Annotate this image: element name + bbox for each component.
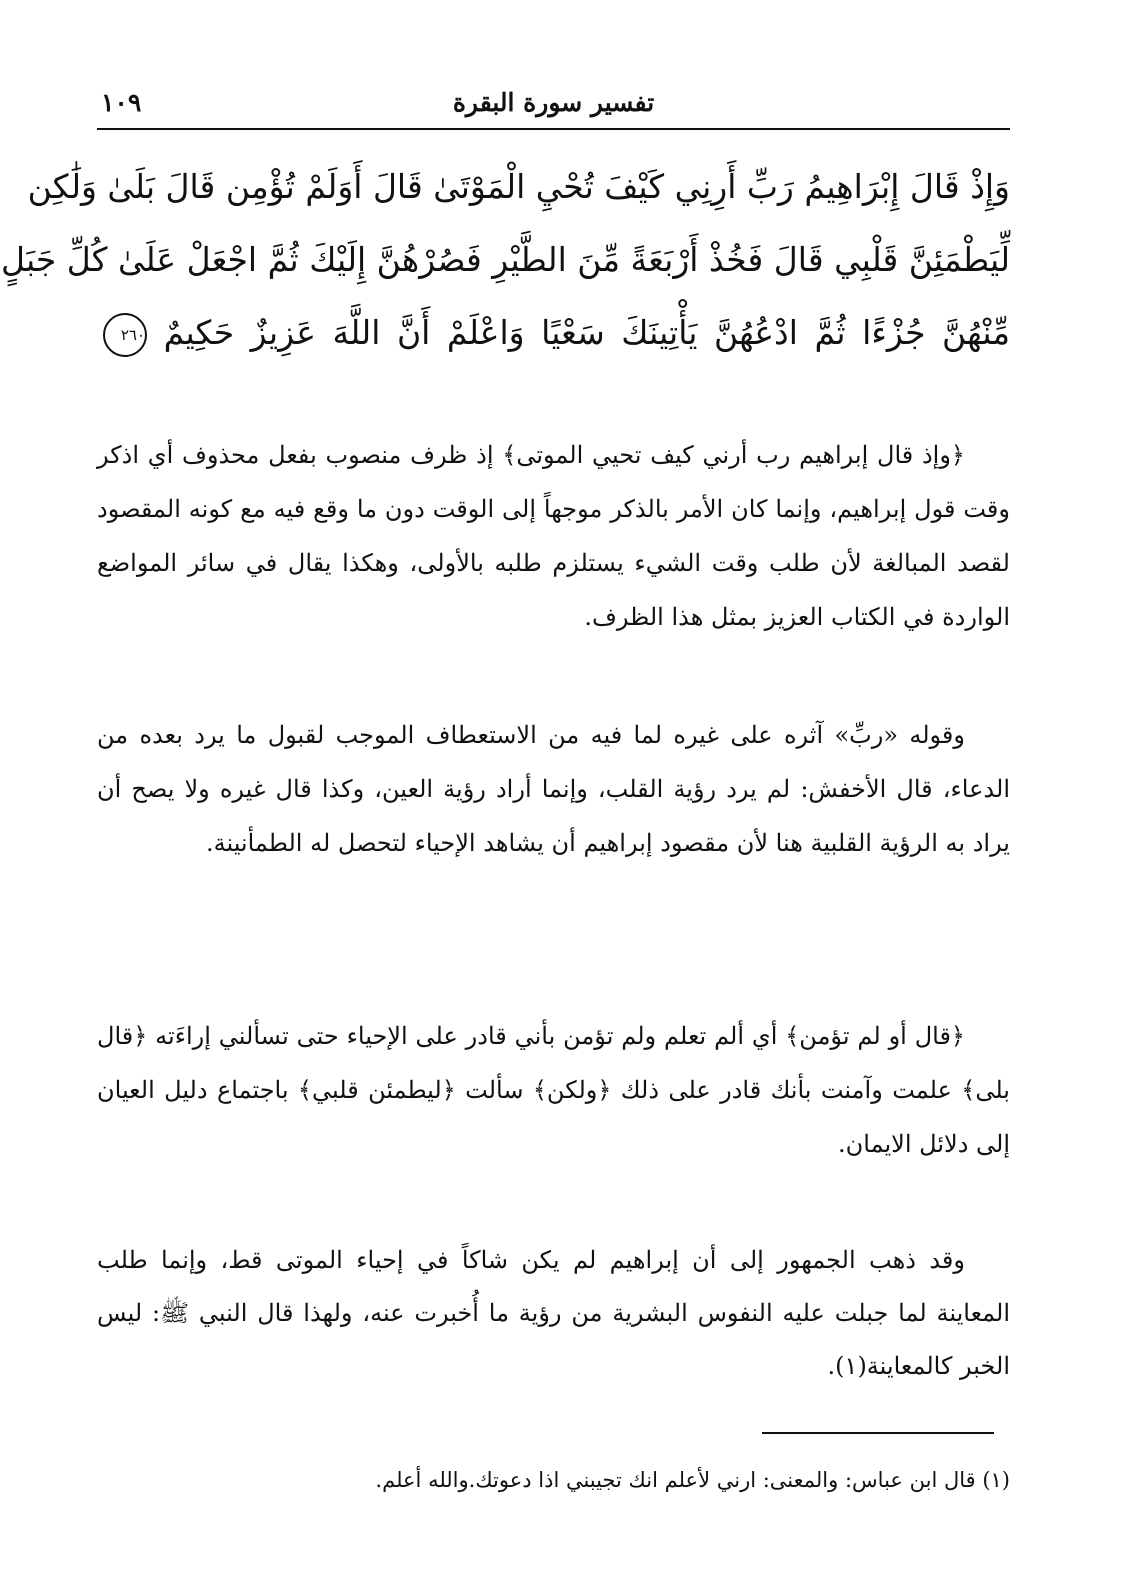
page-title: تفسير سورة البقرة — [452, 88, 655, 117]
commentary-paragraph: وقد ذهب الجمهور إلى أن إبراهيم لم يكن شاكاً في إحياء الموتى قط، وإنما طلب المعاينة لما جبلت عليه النفوس البشرية من رؤية ما أُخبرت عنه، ولهذا قال النبي ﷺ: ليس الخبر كالمعاينة(١). — [97, 1246, 1010, 1380]
commentary-paragraph: ﴿قال أو لم تؤمن﴾ أي ألم تعلم ولم تؤمن بأني قادر على الإحياء حتى تسألني إراءَته ﴿قال بلى﴾ علمت وآمنت بأنك قادر على ذلك ﴿ولكن﴾ سألت ﴿ليطمئن قلبي﴾ باجتماع دليل العيان إلى دلائل الايمان. — [97, 1022, 1010, 1158]
verse-line-last — [97, 296, 1010, 369]
verse-line-text: مِّنْهُنَّ جُزْءًا ثُمَّ ادْعُهُنَّ يَأْتِينَكَ سَعْيًا وَاعْلَمْ أَنَّ اللَّهَ عَزِيزٌ حَكِيمٌ — [163, 313, 1011, 352]
verse-line: لِّيَطْمَئِنَّ قَلْبِي قَالَ فَخُذْ أَرْبَعَةً مِّنَ الطَّيْرِ فَصُرْهُنَّ إِلَيْكَ ثُمَّ اجْعَلْ عَلَىٰ كُلِّ جَبَلٍ — [0, 240, 1010, 279]
commentary-paragraph: ﴿وإذ قال إبراهيم رب أرني كيف تحيي الموتى﴾ إذ ظرف منصوب بفعل محذوف أي اذكر وقت قول إبراهيم، وإنما كان الأمر بالذكر موجهاً إلى الوقت دون ما وقع فيه مع كونه المقصود لقصد المبالغة لأن طلب وقت الشيء يستلزم طلبه بالأولى، وهكذا يقال في سائر المواضع الواردة في الكتاب العزيز بمثل هذا الظرف. — [97, 441, 1010, 631]
footnote: (١) قال ابن عباس: والمعنى: ارني لأعلم انك تجيبني اذا دعوتك.والله أعلم. — [375, 1468, 1010, 1492]
commentary-paragraph: وقوله «ربِّ» آثره على غيره لما فيه من الاستعطاف الموجب لقبول ما يرد بعده من الدعاء، قال الأخفش: لم يرد رؤية القلب، وإنما أراد رؤية العين، وكذا قال غيره ولا يصح أن يراد به الرؤية القلبية هنا لأن مقصود إبراهيم أن يشاهد الإحياء لتحصل له الطمأنينة. — [97, 721, 1010, 857]
ayah-number-marker: ٢٦٠ — [103, 313, 147, 357]
footnote-divider — [762, 1432, 994, 1434]
quran-verse — [0, 150, 1011, 369]
page-number: ١٠٩ — [101, 88, 142, 117]
page-header — [97, 82, 1010, 130]
verse-line: وَإِذْ قَالَ إِبْرَاهِيمُ رَبِّ أَرِنِي كَيْفَ تُحْيِ الْمَوْتَىٰ قَالَ أَوَلَمْ تُؤْمِن قَالَ بَلَىٰ وَلَٰكِن — [27, 167, 1010, 206]
